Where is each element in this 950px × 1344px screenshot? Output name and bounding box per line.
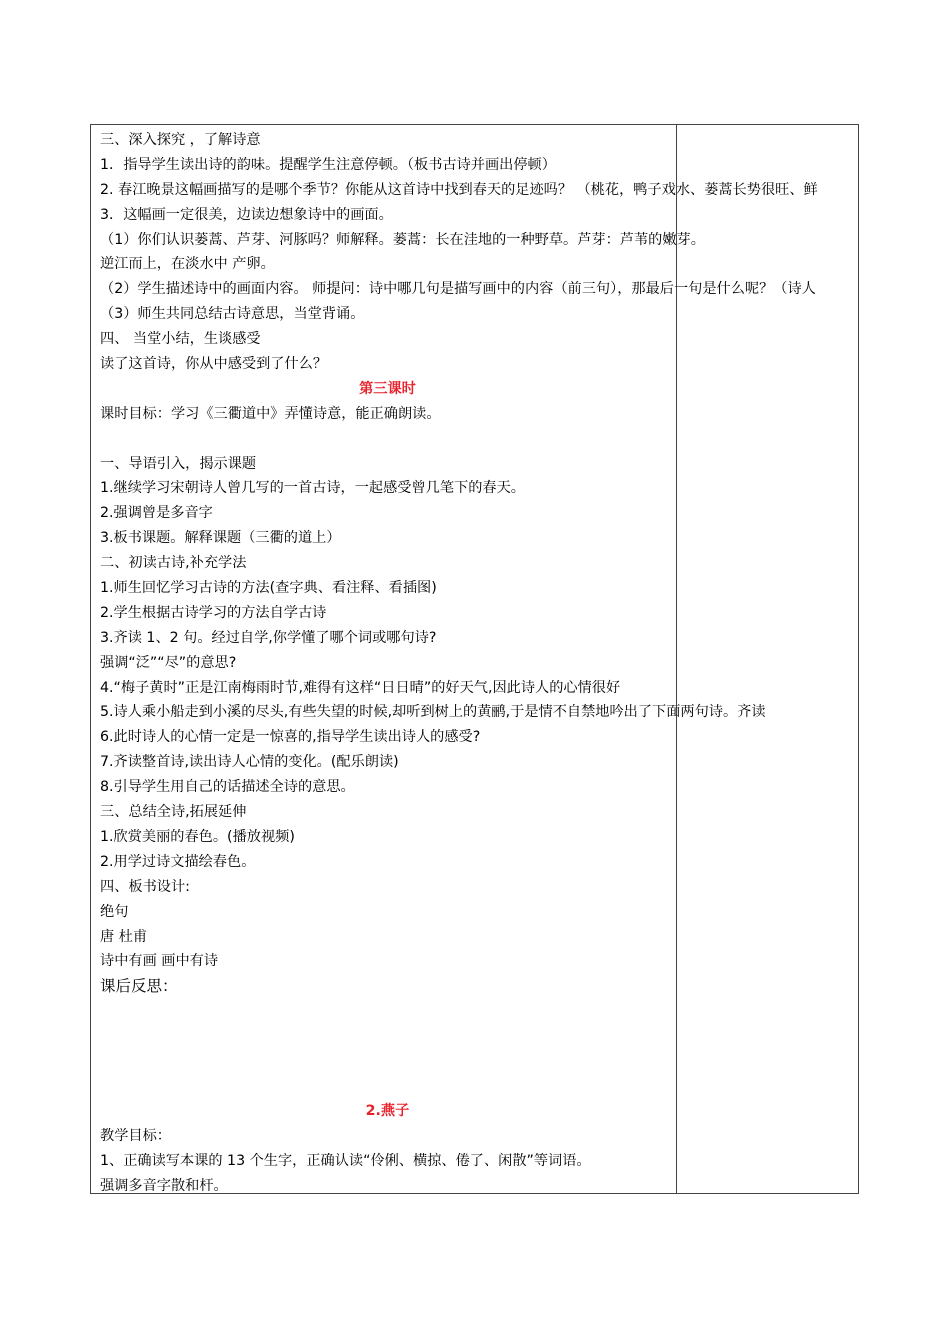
- text-line: （2）学生描述诗中的画面内容。 师提问：诗中哪几句是描写画中的内容（前三句），那最后一句是什么呢？（诗人: [100, 281, 816, 298]
- text-line: 4.“梅子黄时”正是江南梅雨时节,难得有这样“日日晴”的好天气,因此诗人的心情很好: [100, 679, 621, 696]
- text-line: 3．这幅画一定很美，边读边想象诗中的画面。: [100, 206, 393, 223]
- text-line: 2. 春江晚景这幅画描写的是哪个季节？你能从这首诗中找到春天的足迹吗？ （桃花，鸭子戏水、蒌蒿长势很旺、鲜: [100, 181, 818, 198]
- heading-board-design: 四、板书设计:: [100, 878, 190, 895]
- text-line: 3.板书课题。解释课题（三衢的道上）: [100, 530, 341, 547]
- section-lesson3: [100, 452, 945, 975]
- heading-explore: 三、深入探究 ，了解诗意: [100, 132, 261, 148]
- text-line: 5.诗人乘小船走到小溪的尽头,有些失望的时候,却听到树上的黄鹂,于是情不自禁地吟出了下面两句诗。齐读: [100, 704, 766, 721]
- blank-line: [100, 427, 945, 452]
- reflection-heading: 课后反思：: [100, 977, 178, 996]
- section-explore: [100, 128, 945, 377]
- heading-goals: 教学目标：: [100, 1128, 171, 1145]
- text-line: 强调“泛”“尽”的意思?: [100, 654, 237, 671]
- blank-space: [100, 999, 945, 1099]
- text-line: 7.齐读整首诗,读出诗人心情的变化。(配乐朗读): [100, 754, 399, 771]
- text-line: 读了这首诗，你从中感受到了什么？: [100, 356, 328, 373]
- text-line: （1）你们认识蒌蒿、芦芽、河豚吗？师解释。蒌蒿：长在洼地的一种野草。芦芽：芦苇的嫩芽。: [100, 231, 705, 248]
- text-line: 强调多音字散和杆。: [100, 1177, 228, 1194]
- text-line: 1.师生回忆学习古诗的方法(查字典、看注释、看插图): [100, 580, 437, 597]
- text-line: 1、正确读写本课的 13 个生字，正确认读“伶俐、横掠、倦了、闲散”等词语。: [100, 1152, 591, 1169]
- text-line: 唐 杜甫: [100, 928, 148, 945]
- text-line: 绝句: [100, 903, 129, 920]
- text-line: （3）师生共同总结古诗意思，当堂背诵。: [100, 306, 365, 323]
- text-line: 逆江而上，在淡水中 产卵。: [100, 256, 275, 273]
- heading-intro: 一、导语引入，揭示课题: [100, 455, 257, 472]
- lesson2-title: 2.燕子: [365, 1103, 410, 1120]
- heading-first-read: 二、初读古诗,补充学法: [100, 555, 247, 572]
- section-goals: [100, 1124, 945, 1199]
- text-line: 2.用学过诗文描绘春色。: [100, 853, 256, 870]
- lesson3-goal: 课时目标：学习《三衢道中》弄懂诗意，能正确朗读。: [100, 405, 441, 422]
- text-line: 8.引导学生用自己的话描述全诗的意思。: [100, 779, 355, 796]
- text-line: 诗中有画 画中有诗: [100, 953, 219, 970]
- text-line: 2.学生根据古诗学习的方法自学古诗: [100, 604, 327, 621]
- text-line: 1．指导学生读出诗的韵味。提醒学生注意停顿。（板书古诗并画出停顿）: [100, 156, 556, 173]
- text-line: 3.齐读 1、2 句。经过自学,你学懂了哪个词或哪句诗?: [100, 629, 437, 646]
- lesson3-title: 第三课时: [359, 380, 416, 397]
- text-line: 6.此时诗人的心情一定是一惊喜的,指导学生读出诗人的感受?: [100, 729, 481, 746]
- text-line: 2.强调曾是多音字: [100, 505, 213, 522]
- heading-summary: 四、 当堂小结，生谈感受: [100, 331, 261, 348]
- text-line: 1.继续学习宋朝诗人曾几写的一首古诗，一起感受曾几笔下的春天。: [100, 480, 525, 497]
- document-content: [100, 128, 945, 1199]
- text-line: 1.欣赏美丽的春色。(播放视频): [100, 828, 295, 845]
- heading-conclusion: 三、总结全诗,拓展延伸: [100, 804, 247, 821]
